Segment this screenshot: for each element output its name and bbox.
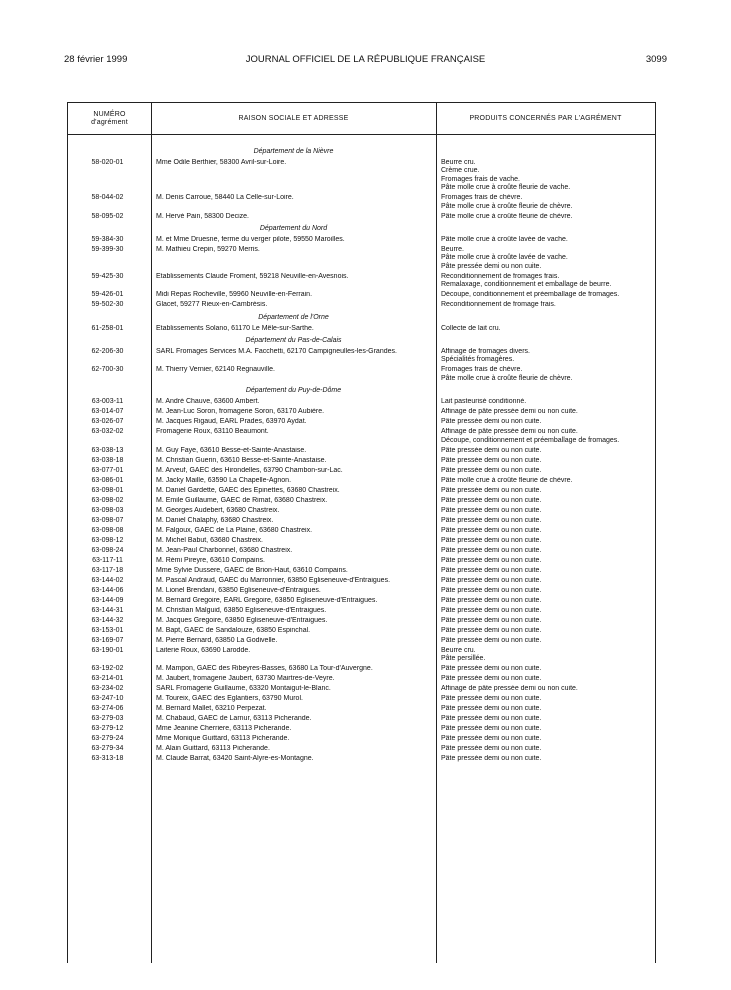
products-cell — [436, 587, 655, 595]
table-row — [68, 418, 655, 426]
table-row — [68, 517, 655, 525]
product-line: Pâte pressée demi ou non cuite. — [441, 636, 542, 644]
approval-number: 63-144-06 — [91, 586, 124, 594]
product-line: Pâte molle crue à croûte fleurie de vache. — [441, 184, 571, 192]
table-row — [68, 735, 655, 743]
company-address: M. André Chauve, 63600 Ambert. — [156, 398, 260, 406]
table-row — [68, 537, 655, 545]
approval-number: 63-279-03 — [91, 715, 124, 723]
products-cell — [436, 194, 655, 211]
product-line: Découpe, conditionnement et préemballage de fromages. — [441, 436, 620, 444]
table-row — [68, 467, 655, 475]
approval-number: 63-234-02 — [91, 685, 124, 693]
table-row — [68, 408, 655, 416]
product-line: Pâte pressée demi ou non cuite. — [441, 546, 542, 554]
product-line: Affinage de pâte pressée demi ou non cuite. — [441, 408, 578, 416]
table-row — [68, 325, 655, 333]
products-cell — [436, 213, 655, 221]
company-address: Mme Jeanine Cherriere, 63113 Picherande. — [156, 725, 292, 733]
products-cell — [436, 348, 655, 365]
department-heading: Département de la Nièvre — [253, 148, 334, 155]
product-line: Pâte pressée demi ou non cuite. — [441, 606, 542, 614]
approval-number: 63-098-02 — [91, 496, 124, 504]
approval-number: 63-214-01 — [91, 675, 124, 683]
table-row — [68, 715, 655, 723]
products-cell — [436, 325, 655, 333]
company-address: M. Emile Guillaume, GAEC de Rimat, 63680 Chastreix. — [156, 496, 328, 504]
products-cell — [436, 725, 655, 733]
company-address: M. Denis Carroue, 58440 La Celle-sur-Loire. — [156, 194, 294, 202]
table-row — [68, 366, 655, 383]
header-date: 28 février 1999 — [64, 54, 128, 65]
table-row — [68, 213, 655, 221]
approval-number: 63-032-02 — [91, 428, 124, 436]
table-row — [68, 447, 655, 455]
approval-number: 63-038-18 — [91, 456, 124, 464]
approval-number: 61-258-01 — [91, 324, 124, 332]
company-address: M. Jacky Maille, 63590 La Chapelle-Agnon. — [156, 476, 292, 484]
product-line: Pâte pressée demi ou non cuite. — [441, 725, 542, 733]
product-line: Fromages frais de chèvre. — [441, 194, 523, 202]
product-line: Pâte pressée demi ou non cuite. — [441, 675, 542, 683]
table-row — [68, 745, 655, 753]
company-address: M. Bernard Gregoire, EARL Gregoire, 63850 Egliseneuve-d'Entraigues. — [156, 596, 378, 604]
products-cell — [436, 675, 655, 683]
table-row — [68, 301, 655, 309]
approval-number: 63-279-12 — [91, 725, 124, 733]
table-row — [68, 547, 655, 555]
approval-number: 63-153-01 — [91, 626, 124, 634]
products-cell — [436, 447, 655, 455]
page-number: 3099 — [645, 54, 667, 65]
products-cell — [436, 745, 655, 753]
company-address: M. Jaubert, fromagerie Jaubert, 63730 Mairtres-de-Veyre. — [156, 675, 335, 683]
approval-number: 63-144-31 — [91, 606, 124, 614]
approval-table — [67, 102, 656, 963]
table-row — [68, 637, 655, 645]
products-cell — [436, 246, 655, 271]
company-address: M. Daniel Chalaphy, 63680 Chastreix. — [156, 516, 274, 524]
approval-number: 63-014-07 — [91, 408, 124, 416]
company-address: Etablissements Claude Froment, 59218 Neuville-en-Avesnois. — [156, 272, 349, 280]
company-address: M. Hervé Pain, 58300 Decize. — [156, 212, 249, 220]
company-address: M. Pascal Andraud, GAEC du Marronnier, 63850 Egliseneuve-d'Entraigues. — [156, 576, 391, 584]
company-address: SARL Fromagerie Guillaume, 63320 Montaigut-le-Blanc. — [156, 685, 331, 693]
product-line: Pâte pressée demi ou non cuite. — [441, 665, 542, 673]
company-address: M. Lionel Brendani, 63850 Egliseneuve-d'Entraigues. — [156, 586, 321, 594]
company-address: Etablissements Solano, 61170 Le Mêle-sur-Sarthe. — [156, 324, 314, 332]
company-address: Mme Monique Guittard, 63113 Picherande. — [156, 735, 290, 743]
product-line: Pâte pressée demi ou non cuite. — [441, 456, 542, 464]
product-line: Affinage de pâte pressée demi ou non cuite. — [441, 428, 578, 436]
approval-number: 63-247-10 — [91, 695, 124, 703]
product-line: Pâte pressée demi ou non cuite. — [441, 262, 542, 270]
approval-number: 63-279-34 — [91, 745, 124, 753]
product-line: Beurre. — [441, 246, 464, 254]
department-heading: Département du Nord — [259, 225, 328, 233]
approval-number: 63-098-24 — [91, 546, 124, 554]
table-row — [68, 291, 655, 299]
header-rule — [68, 134, 655, 135]
products-cell — [436, 487, 655, 495]
approval-number: 59-399-30 — [91, 246, 124, 254]
company-address: M. Bernard Mallet, 63210 Perpezat. — [156, 705, 267, 713]
department-heading: Département du Pas-de-Calais — [245, 337, 342, 345]
products-cell — [436, 527, 655, 535]
products-cell — [436, 507, 655, 515]
table-row — [68, 457, 655, 465]
approval-number: 63-117-18 — [91, 566, 124, 574]
approval-number: 63-117-11 — [92, 556, 123, 564]
product-line: Crème crue. — [441, 167, 480, 175]
product-line: Beurre cru. — [441, 646, 476, 654]
product-line: Pâte pressée demi ou non cuite. — [441, 446, 542, 454]
products-cell — [436, 428, 655, 445]
page-header — [64, 54, 667, 66]
company-address: Laiterie Roux, 63690 Larodde. — [156, 646, 251, 654]
product-line: Pâte pressée demi ou non cuite. — [441, 526, 542, 534]
products-cell — [436, 477, 655, 485]
product-line: Pâte pressée demi ou non cuite. — [441, 715, 542, 723]
table-row — [68, 246, 655, 271]
product-line: Pâte molle crue à croûte fleurie de chèvre. — [441, 212, 573, 220]
table-row — [68, 695, 655, 703]
product-line: Pâte persillée. — [441, 655, 486, 663]
product-line: Remalaxage, conditionnement et emballage de beurre. — [441, 281, 612, 289]
approval-number: 63-144-02 — [91, 576, 124, 584]
product-line: Pâte molle crue à croûte fleurie de chèvre. — [441, 374, 573, 382]
table-row — [68, 557, 655, 565]
table-row — [68, 428, 655, 445]
company-address: M. Jacques Rigaud, EARL Prades, 63970 Aydat. — [156, 418, 307, 426]
table-row — [68, 647, 655, 664]
table-body — [68, 144, 655, 765]
products-cell — [436, 577, 655, 585]
company-address: M. Jean-Paul Charbonnel, 63680 Chastreix. — [156, 546, 293, 554]
product-line: Pâte pressée demi ou non cuite. — [441, 755, 542, 763]
company-address: M. et Mme Druesne, ferme du verger pilote, 59550 Maroilles. — [156, 236, 345, 244]
column-header-address: RAISON SOCIALE ET ADRESSE — [238, 115, 349, 122]
products-cell — [436, 517, 655, 525]
products-cell — [436, 627, 655, 635]
products-cell — [436, 617, 655, 625]
product-line: Spécialités fromagères. — [441, 356, 515, 364]
products-cell — [436, 597, 655, 605]
product-line: Pâte pressée demi ou non cuite. — [441, 745, 542, 753]
table-row — [68, 477, 655, 485]
products-cell — [436, 291, 655, 299]
company-address: M. Pierre Bernard, 63850 La Godivelle. — [156, 636, 278, 644]
company-address: Glacet, 59277 Rieux-en-Cambrésis. — [156, 301, 268, 309]
table-row — [68, 725, 655, 733]
products-cell — [436, 705, 655, 713]
company-address: M. Arveuf, GAEC des Hirondelles, 63790 Chambon-sur-Lac. — [156, 466, 343, 474]
approval-number: 63-003-11 — [91, 398, 124, 406]
approval-number: 63-144-09 — [91, 596, 124, 604]
company-address: M. Guy Faye, 63610 Besse-et-Sainte-Anastaise. — [156, 446, 307, 454]
product-line: Beurre cru. — [441, 159, 476, 166]
products-cell — [436, 301, 655, 309]
products-cell — [436, 537, 655, 545]
product-line: Pâte pressée demi ou non cuite. — [441, 616, 542, 624]
products-cell — [436, 637, 655, 645]
approval-number: 62-700-30 — [91, 366, 124, 374]
products-cell — [436, 497, 655, 505]
table-row — [68, 507, 655, 515]
products-cell — [436, 567, 655, 575]
table-row — [68, 487, 655, 495]
approval-number: 63-190-01 — [91, 646, 124, 654]
company-address: M. Alain Guittard, 63113 Picherande. — [156, 745, 270, 753]
company-address: Mme Odile Berthier, 58300 Avril-sur-Loire. — [156, 159, 287, 166]
product-line: Fromages frais de vache. — [441, 175, 520, 183]
company-address: Midi Repas Rocheville, 59960 Neuville-en-Ferrain. — [156, 291, 313, 299]
company-address: M. Christian Guerin, 63610 Besse-et-Sainte-Anastaise. — [156, 456, 327, 464]
table-row — [68, 617, 655, 625]
approval-number: 63-098-08 — [91, 526, 124, 534]
product-line: Reconditionnement de fromage frais. — [441, 301, 556, 309]
product-line: Pâte pressée demi ou non cuite. — [441, 626, 542, 634]
table-row — [68, 273, 655, 290]
approval-number: 63-098-01 — [91, 486, 124, 494]
approval-number: 59-426-01 — [91, 291, 124, 299]
products-cell — [436, 735, 655, 743]
company-address: M. Chabaud, GAEC de Larnur, 63113 Picherande. — [156, 715, 312, 723]
products-cell — [436, 557, 655, 565]
header-title: JOURNAL OFFICIEL DE LA RÉPUBLIQUE FRANÇAISE — [245, 54, 486, 65]
company-address: M. Falgoux, GAEC de La Plaine, 63680 Chastreix. — [156, 526, 313, 534]
product-line: Pâte pressée demi ou non cuite. — [441, 596, 542, 604]
company-address: M. Georges Audebert, 63680 Chastreix. — [156, 506, 280, 514]
table-row — [68, 527, 655, 535]
product-line: Reconditionnement de fromages frais. — [441, 272, 560, 280]
products-cell — [436, 755, 655, 763]
products-cell — [436, 695, 655, 703]
column-header-products: PRODUITS CONCERNÉS PAR L'AGRÉMENT — [469, 115, 622, 122]
table-row — [68, 665, 655, 673]
product-line: Collecte de lait cru. — [441, 324, 501, 332]
column-header-number-line2: d'agrément — [91, 119, 128, 126]
product-line: Affinage de fromages divers. — [441, 348, 530, 356]
product-line: Pâte pressée demi ou non cuite. — [441, 486, 542, 494]
products-cell — [436, 647, 655, 664]
approval-number: 63-192-02 — [91, 665, 124, 673]
product-line: Affinage de pâte pressée demi ou non cuite. — [441, 685, 578, 693]
company-address: Mme Sylvie Dussere, GAEC de Brion-Haut, 63610 Compains. — [156, 566, 348, 574]
company-address: M. Christian Malguid, 63850 Egliseneuve-d'Entraigues. — [156, 606, 327, 614]
approval-number: 63-144-32 — [91, 616, 124, 624]
products-cell — [436, 408, 655, 416]
company-address: Fromagerie Roux, 63110 Beaumont. — [156, 428, 269, 436]
product-line: Pâte pressée demi ou non cuite. — [441, 496, 542, 504]
products-cell — [436, 366, 655, 383]
table-row — [68, 577, 655, 585]
table-row — [68, 705, 655, 713]
company-address: M. Claude Barrat, 63420 Saint-Alyre-es-Montagne. — [156, 755, 314, 763]
company-address: M. Daniel Gardette, GAEC des Epinettes, 63680 Chastreix. — [156, 486, 340, 494]
table-row — [68, 497, 655, 505]
approval-number: 58-044-02 — [91, 194, 124, 202]
products-cell — [436, 467, 655, 475]
approval-number: 63-098-07 — [91, 516, 124, 524]
product-line: Pâte pressée demi ou non cuite. — [441, 418, 542, 426]
approval-number: 63-077-01 — [91, 466, 124, 474]
table-row — [68, 755, 655, 763]
company-address: SARL Fromages Services M.A. Facchetti, 62170 Campigneulles-les-Grandes. — [156, 348, 397, 356]
approval-number: 63-098-03 — [91, 506, 124, 514]
products-cell — [436, 159, 655, 193]
approval-number: 58-095-02 — [91, 212, 124, 220]
product-line: Pâte molle crue à croûte lavée de vache. — [441, 254, 568, 262]
approval-number: 59-425-30 — [91, 272, 124, 280]
approval-number: 62-206-30 — [91, 348, 124, 356]
approval-number: 59-502-30 — [91, 301, 124, 309]
table-row — [68, 159, 655, 193]
approval-number: 63-169-07 — [91, 636, 124, 644]
company-address: M. Mampon, GAEC des Ribeyres-Basses, 63680 La Tour-d'Auvergne. — [156, 665, 373, 673]
approval-number: 59-384-30 — [91, 236, 124, 244]
approval-number: 63-026-07 — [91, 418, 124, 426]
approval-number: 63-274-06 — [91, 705, 124, 713]
product-line: Découpe, conditionnement et préemballage de fromages. — [441, 291, 620, 299]
column-header-number — [68, 111, 151, 127]
table-row — [68, 194, 655, 211]
products-cell — [436, 418, 655, 426]
products-cell — [436, 236, 655, 244]
product-line: Pâte pressée demi ou non cuite. — [441, 566, 542, 574]
product-line: Pâte molle crue à croûte fleurie de chèvre. — [441, 202, 573, 210]
product-line: Lait pasteurisé conditionné. — [441, 398, 527, 406]
company-address: M. Bapt, GAEC de Sandalouze, 63850 Espinchal. — [156, 626, 311, 634]
table-row — [68, 567, 655, 575]
company-address: M. Thierry Vernier, 62140 Regnauville. — [156, 366, 275, 374]
company-address: M. Mathieu Crepin, 59270 Merris. — [156, 246, 260, 254]
table-row — [68, 607, 655, 615]
approval-number: 58-020-01 — [91, 159, 124, 166]
products-cell — [436, 715, 655, 723]
company-address: M. Rémi Pireyre, 63610 Compains. — [156, 556, 265, 564]
company-address: M. Toureix, GAEC des Eglantiers, 63790 Murol. — [156, 695, 303, 703]
table-row — [68, 398, 655, 406]
table-row — [68, 675, 655, 683]
approval-number: 63-086-01 — [91, 476, 124, 484]
table-row — [68, 236, 655, 244]
product-line: Pâte pressée demi ou non cuite. — [441, 466, 542, 474]
products-cell — [436, 457, 655, 465]
approval-number: 63-098-12 — [91, 536, 124, 544]
table-row — [68, 348, 655, 365]
product-line: Pâte pressée demi ou non cuite. — [441, 556, 542, 564]
company-address: M. Jacques Gregoire, 63850 Egliseneuve-d'Entraigues. — [156, 616, 328, 624]
products-cell — [436, 607, 655, 615]
department-heading: Département de l'Orne — [258, 313, 329, 321]
approval-number: 63-038-13 — [91, 446, 124, 454]
table-row — [68, 685, 655, 693]
product-line: Pâte pressée demi ou non cuite. — [441, 506, 542, 514]
products-cell — [436, 685, 655, 693]
products-cell — [436, 547, 655, 555]
product-line: Pâte pressée demi ou non cuite. — [441, 586, 542, 594]
product-line: Pâte pressée demi ou non cuite. — [441, 576, 542, 584]
approval-number: 63-313-18 — [91, 755, 124, 763]
company-address: M. Jean-Luc Soron, fromagerie Soron, 63170 Aubière. — [156, 408, 325, 416]
products-cell — [436, 273, 655, 290]
products-cell — [436, 398, 655, 406]
product-line: Pâte pressée demi ou non cuite. — [441, 735, 542, 743]
product-line: Pâte pressée demi ou non cuite. — [441, 536, 542, 544]
product-line: Pâte pressée demi ou non cuite. — [441, 705, 542, 713]
approval-number: 63-279-24 — [91, 735, 124, 743]
products-cell — [436, 665, 655, 673]
product-line: Pâte pressée demi ou non cuite. — [441, 516, 542, 524]
product-line: Pâte molle crue à croûte fleurie de chèvre. — [441, 476, 573, 484]
table-row — [68, 597, 655, 605]
table-row — [68, 627, 655, 635]
department-heading: Département du Puy-de-Dôme — [245, 387, 342, 395]
column-header-number-line1: NUMÉRO — [93, 111, 126, 118]
product-line: Fromages frais de chèvre. — [441, 366, 523, 374]
company-address: M. Michel Babut, 63680 Chastreix. — [156, 536, 263, 544]
product-line: Pâte pressée demi ou non cuite. — [441, 695, 542, 703]
table-row — [68, 587, 655, 595]
product-line: Pâte molle crue à croûte lavée de vache. — [441, 236, 568, 244]
